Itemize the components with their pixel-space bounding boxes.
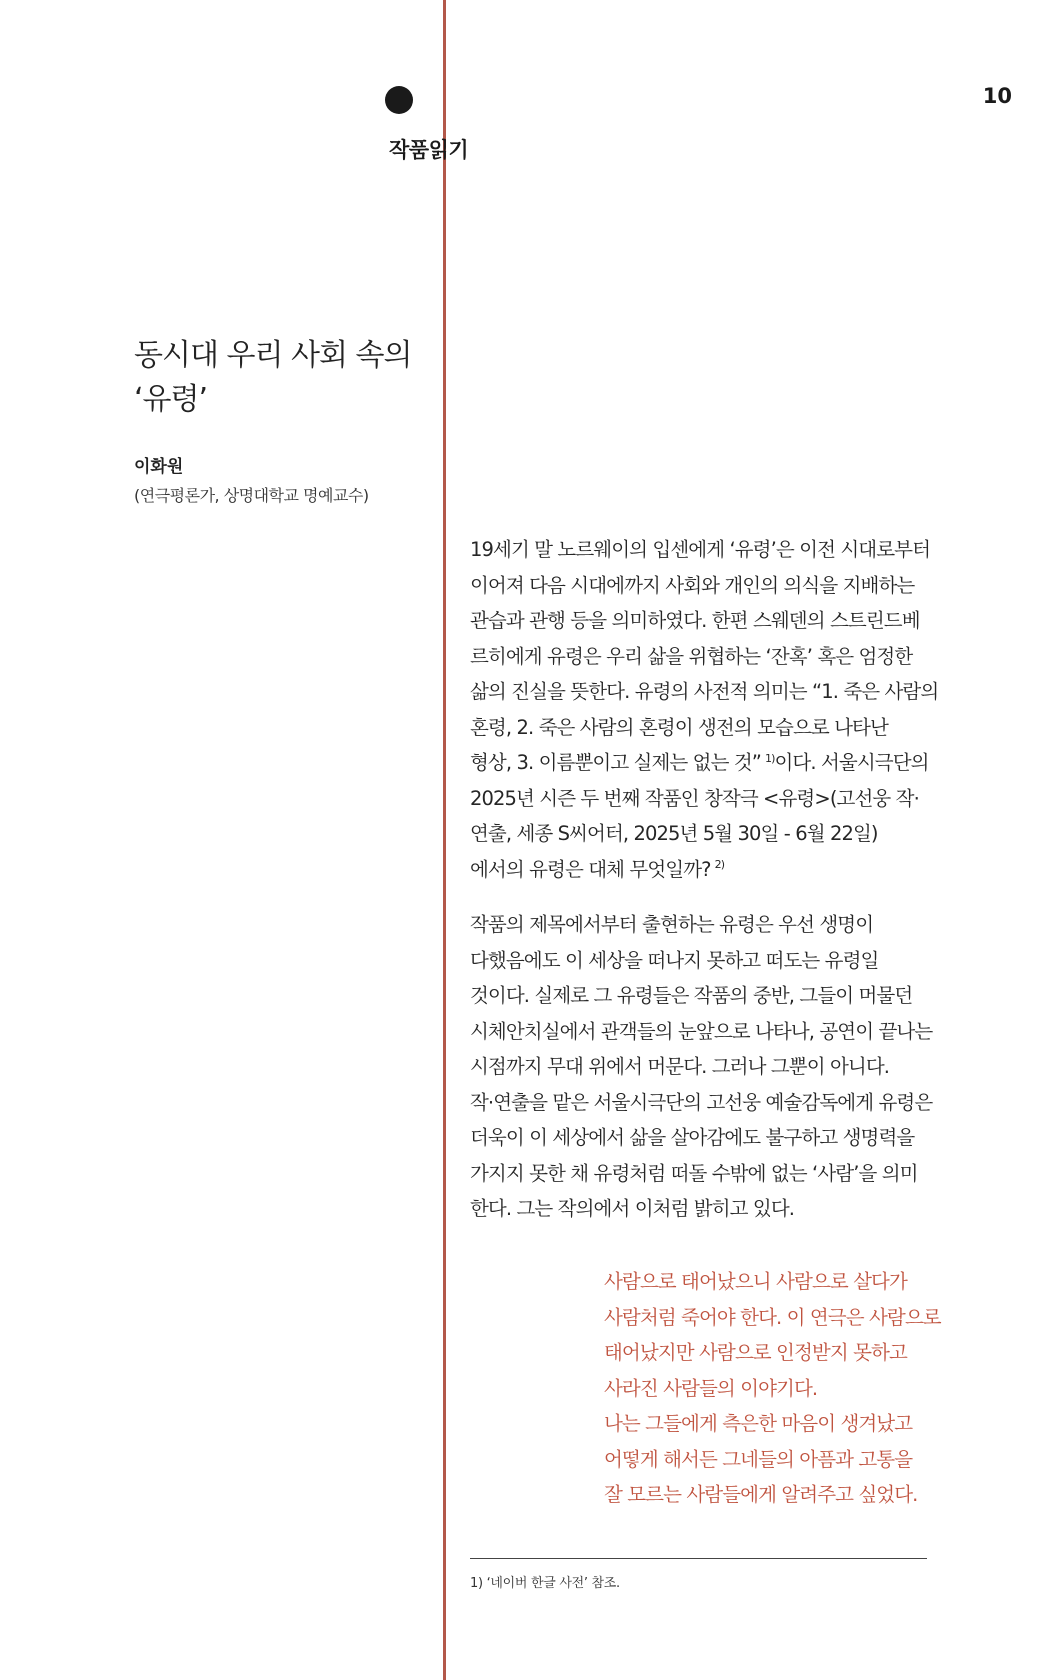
- text-segment: 이다. 서울시극단의: [774, 751, 929, 774]
- text-line: 작·연출을 맡은 서울시극단의 고선웅 예술감독에게 유령은: [470, 1090, 933, 1114]
- body-paragraph-2: [470, 907, 948, 1227]
- text-line: 2025년 시즌 두 번째 작품인 창작극 <유령>(고선웅 작·: [470, 786, 919, 810]
- article-title-line: 동시대 우리 사회 속의: [134, 338, 412, 373]
- text-line: 르히에게 유령은 우리 삶을 위협하는 ‘잔혹’ 혹은 엄정한: [470, 644, 913, 668]
- text-segment: 에서의 유령은 대체 무엇일까?: [470, 857, 711, 881]
- quote-line: 사라진 사람들의 이야기다.: [604, 1376, 818, 1400]
- text-line: 삶의 진실을 뜻한다. 유령의 사전적 의미는 “1. 죽은 사람의: [470, 680, 939, 703]
- text-line: 작품의 제목에서부터 출현하는 유령은 우선 생명이: [470, 913, 874, 936]
- text-line: 관습과 관행 등을 의미하였다. 한편 스웨덴의 스트린드베: [470, 609, 920, 632]
- page-number: 10: [982, 84, 1012, 108]
- text-line: 이어져 다음 시대에까지 사회와 개인의 의식을 지배하는: [470, 573, 915, 597]
- vertical-divider-line: [443, 0, 446, 1680]
- quote-line: 나는 그들에게 측은한 마음이 생겨났고: [604, 1412, 913, 1435]
- section-label: 작품읽기: [389, 138, 469, 162]
- section-bullet-dot: [385, 86, 413, 114]
- quote-line: 태어났지만 사람으로 인정받지 못하고: [604, 1341, 907, 1364]
- text-line: 한다. 그는 작의에서 이처럼 밝히고 있다.: [470, 1197, 795, 1220]
- footnote-marker[interactable]: 2): [714, 858, 725, 871]
- text-line: 19세기 말 노르웨이의 입센에게 ‘유령’은 이전 시대로부터: [470, 538, 931, 561]
- text-line: 가지지 못한 채 유령처럼 떠돌 수밖에 없는 ‘사람’을 의미: [470, 1161, 918, 1185]
- quote-line: 사람으로 태어났으니 사람으로 살다가: [604, 1270, 907, 1293]
- footnote-marker[interactable]: 1): [764, 751, 775, 765]
- text-line: [470, 852, 948, 888]
- quote-line: 사람처럼 죽어야 한다. 이 연극은 사람으로: [604, 1305, 941, 1329]
- body-paragraph-1: [470, 532, 948, 887]
- text-line: 시체안치실에서 관객들의 눈앞으로 나타나, 공연이 끝나는: [470, 1019, 933, 1043]
- text-line: [470, 745, 948, 781]
- text-line: 시점까지 무대 위에서 머문다. 그러나 그뿐이 아니다.: [470, 1055, 890, 1078]
- quote-line: 어떻게 해서든 그네들의 아픔과 고통을: [604, 1447, 913, 1471]
- text-line: 연출, 세종 S씨어터, 2025년 5월 30일 - 6월 22일): [470, 822, 878, 845]
- footnote-divider: [470, 1558, 927, 1559]
- article-title-line: ‘유령’: [134, 382, 208, 417]
- text-line: 다했음에도 이 세상을 떠나지 못하고 떠도는 유령일: [470, 948, 879, 972]
- pull-quote: [604, 1264, 944, 1513]
- author-role: (연극평론가, 상명대학교 명예교수): [134, 486, 369, 505]
- quote-line: 잘 모르는 사람들에게 알려주고 싶었다.: [604, 1483, 918, 1506]
- text-line: 혼령, 2. 죽은 사람의 혼령이 생전의 모습으로 나타난: [470, 715, 888, 739]
- footnote: 1) ‘네이버 한글 사전’ 참조.: [470, 1576, 620, 1591]
- text-line: 더욱이 이 세상에서 삶을 살아감에도 불구하고 생명력을: [470, 1126, 915, 1149]
- text-segment: 형상, 3. 이름뿐이고 실제는 없는 것”: [470, 751, 761, 774]
- author-name: 이화원: [134, 457, 184, 477]
- text-line: 것이다. 실제로 그 유령들은 작품의 중반, 그들이 머물던: [470, 984, 913, 1007]
- article-title: [134, 334, 434, 422]
